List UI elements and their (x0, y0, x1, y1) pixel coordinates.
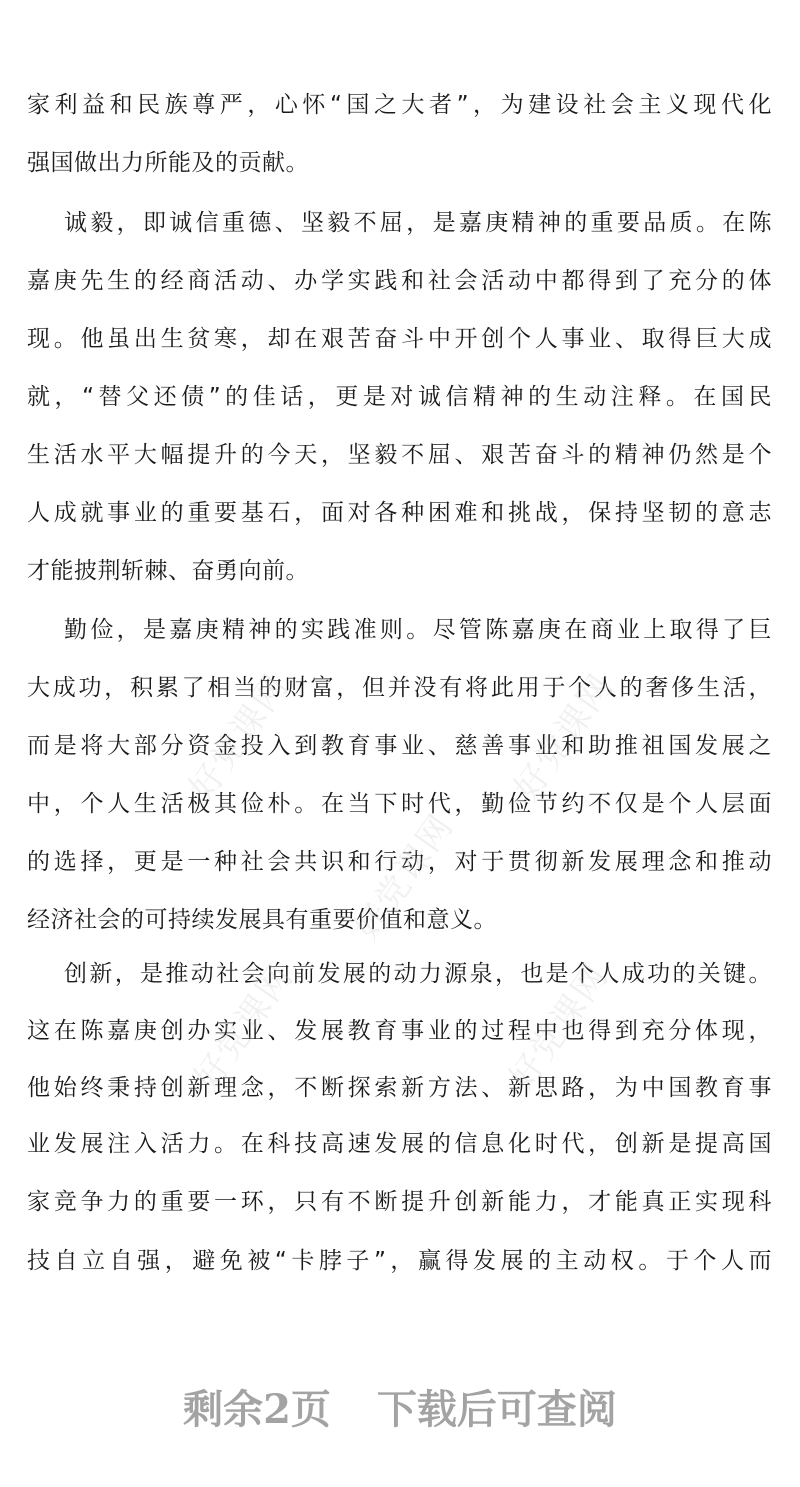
text-line: 而是将大部分资金投入到教育事业、慈善事业和助推祖国发展之 (27, 733, 772, 759)
watermark-text: 好党课网 (506, 666, 622, 808)
text-line: 经济社会的可持续发展具有重要价值和意义。 (27, 907, 497, 933)
text-line: 这在陈嘉庚创办实业、发展教育事业的过程中也得到充分体现， (27, 1018, 772, 1044)
text-line: 技自立自强，避免被“卡脖子”，赢得发展的主动权。于个人而 (27, 1248, 772, 1274)
text-line: 业发展注入活力。在科技高速发展的信息化时代，创新是提高国 (27, 1131, 772, 1157)
remaining-pages-label: 剩余2页 (183, 1386, 331, 1433)
remaining-pages-banner[interactable] (0, 1380, 800, 1440)
text-line: 家利益和民族尊严，心怀“国之大者”，为建设社会主义现代化 (27, 92, 772, 118)
text-line: 大成功，积累了相当的财富，但并没有将此用于个人的奢侈生活， (27, 675, 772, 701)
download-hint-label: 下载后可查阅 (376, 1386, 617, 1433)
text-line: 家竞争力的重要一环，只有不断提升创新能力，才能真正实现科 (27, 1189, 772, 1215)
text-line: 生活水平大幅提升的今天，坚毅不屈、艰苦奋斗的精神仍然是个 (27, 442, 772, 468)
text-line: 就，“替父还债”的佳话，更是对诚信精神的生动注释。在国民 (27, 384, 772, 410)
text-line: 强国做出力所能及的贡献。 (27, 150, 309, 176)
watermark-text: 好党课网 (501, 956, 617, 1098)
text-line: 嘉庚先生的经商活动、办学实践和社会活动中都得到了充分的体 (27, 268, 772, 294)
watermark-text: 好党课网 (181, 666, 297, 808)
text-line: 才能披荆斩棘、奋勇向前。 (27, 558, 309, 584)
watermark-text: 好党课网 (186, 956, 302, 1098)
text-line: 勤俭，是嘉庚精神的实践准则。尽管陈嘉庚在商业上取得了巨 (64, 617, 772, 643)
text-line: 诚毅，即诚信重德、坚毅不屈，是嘉庚精神的重要品质。在陈 (64, 210, 772, 236)
text-line: 创新，是推动社会向前发展的动力源泉，也是个人成功的关键。 (64, 961, 772, 987)
text-line: 的选择，更是一种社会共识和行动，对于贯彻新发展理念和推动 (27, 849, 772, 875)
text-line: 现。他虽出生贫寒，却在艰苦奋斗中开创个人事业、取得巨大成 (27, 326, 772, 352)
watermark-text: 好党课网 (346, 806, 462, 948)
text-line: 人成就事业的重要基石，面对各种困难和挑战，保持坚韧的意志 (27, 500, 772, 526)
text-line: 他始终秉持创新理念，不断探索新方法、新思路，为中国教育事 (27, 1075, 772, 1101)
text-line: 中，个人生活极其俭朴。在当下时代，勤俭节约不仅是个人层面 (27, 791, 772, 817)
